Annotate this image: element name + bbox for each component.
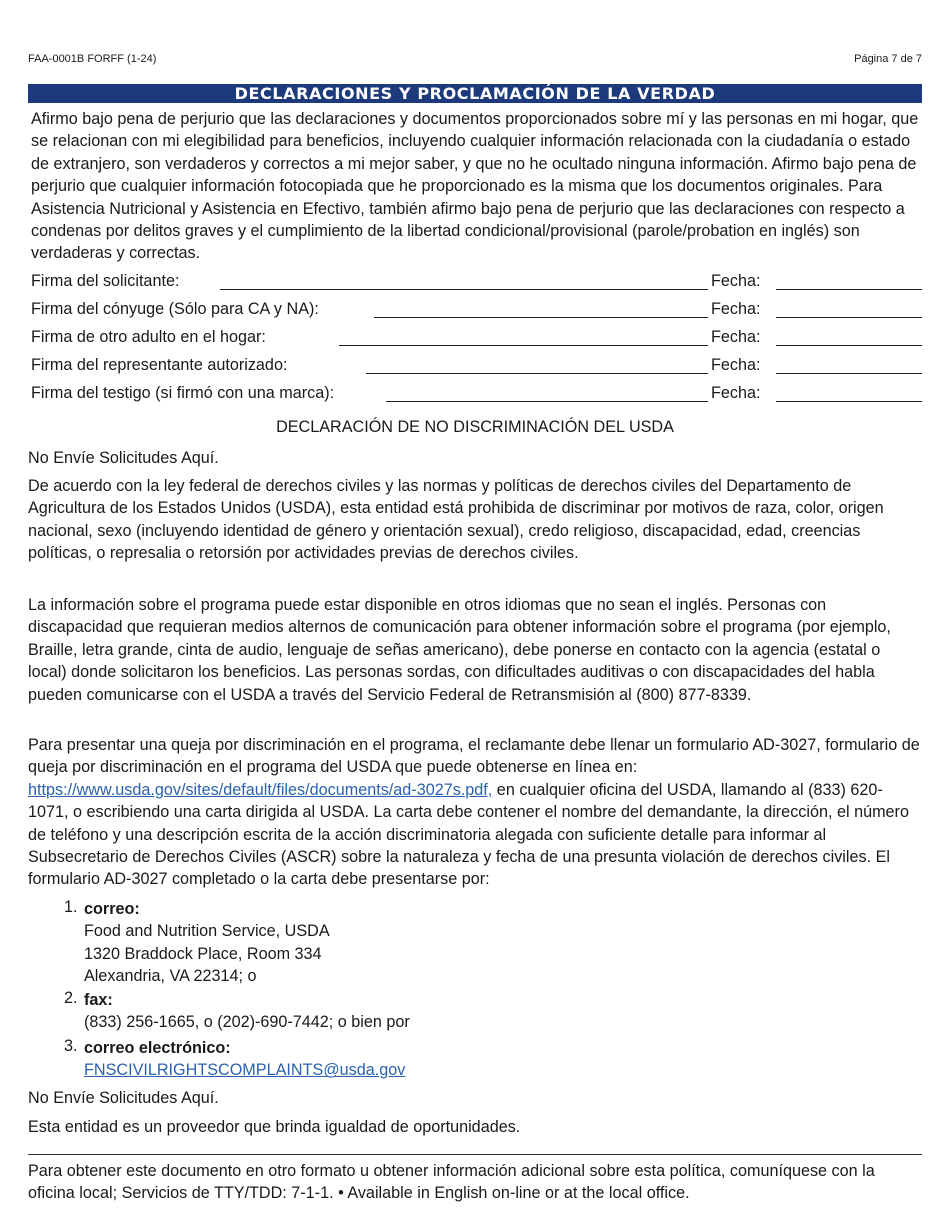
signature-row-witness bbox=[31, 384, 922, 406]
list-number: 2. bbox=[64, 989, 78, 1007]
date-line[interactable] bbox=[776, 401, 922, 402]
footer-text: Para obtener este documento en otro formato u obtener información adicional sobre esta política, comuníquese con la oficina local; Servicios de TTY/TDD: 7-1-1. • Available in English on-line or at the local office. bbox=[28, 1162, 875, 1203]
address-line: 1320 Braddock Place, Room 334 bbox=[84, 944, 322, 963]
date-line[interactable] bbox=[776, 317, 922, 318]
page-number: Página 7 de 7 bbox=[854, 53, 922, 65]
signature-row-spouse bbox=[31, 300, 922, 322]
declarations-paragraph: Afirmo bajo pena de perjurio que las declaraciones y documentos proporcionados sobre mí y las personas en mi hogar, que se relacionan con mi elegibilidad para beneficios, incluyendo cualquier información relacionada con la ciudadanía o estado de extranjero, son verdaderos y correctos a mi mejor saber, y que no he ocultado ninguna información. Afirmo bajo pena de perjurio que cualquier información fotocopiada que he proporcionado es la misma que los documentos originales. Para Asistencia Nutricional y Asistencia en Efectivo, también afirmo bajo pena de perjurio que las declaraciones con respecto a condenas por delitos graves y el cumplimiento de la libertad condicional/provisional (parole/probation en inglés) son verdaderas y correctas. bbox=[31, 110, 919, 263]
paragraph-text: Para presentar una queja por discriminación en el programa, el reclamante debe llenar un formulario AD-3027, formulario de queja por discriminación en el programa del USDA que puede obtenerse en línea en: bbox=[28, 736, 920, 777]
equal-opportunity-statement: Esta entidad es un proveedor que brinda igualdad de oportunidades. bbox=[28, 1118, 521, 1136]
signature-label: Firma del solicitante: bbox=[31, 272, 180, 290]
signature-label: Firma del representante autorizado: bbox=[31, 356, 288, 374]
ad-3027-form-link[interactable]: https://www.usda.gov/sites/default/files/documents/ad-3027s.pdf, bbox=[28, 780, 493, 799]
method-email bbox=[84, 1037, 405, 1082]
signature-row-representative bbox=[31, 356, 922, 378]
signature-row-applicant bbox=[31, 272, 922, 294]
signature-line[interactable] bbox=[220, 289, 708, 290]
usda-title: DECLARACIÓN DE NO DISCRIMINACIÓN DEL USDA bbox=[276, 418, 674, 436]
usda-paragraph-2: La información sobre el programa puede estar disponible en otros idiomas que no sean el inglés. Personas con discapacidad que requieran medios alternos de comunicación para obtener información sobre el programa (por ejemplo, Braille, letra grande, cinta de audio, lenguaje de señas americano), debe ponerse en contacto con la agencia (estatal o local) donde solicitaron los beneficios. Las personas sordas, con dificultades auditivas o con discapacidades del habla pueden comunicarse con el USDA a través del Servicio Federal de Retransmisión al (800) 877-8339. bbox=[28, 596, 891, 704]
list-number: 3. bbox=[64, 1037, 78, 1055]
address-line: Food and Nutrition Service, USDA bbox=[84, 922, 330, 941]
paragraph-text: en cualquier oficina del USDA, llamando al (833) 620-1071, o escribiendo una carta dirigida al USDA. La carta debe contener el nombre del demandante, la dirección, el número de teléfono y una descripción escrita de la acción discriminatoria alegada con suficiente detalle para informar al Subsecretario de Derechos Civiles (ASCR) sobre la naturaleza y fecha de una presunta violación de derechos civiles. El formulario AD-3027 completado o la carta debe presentarse por: bbox=[28, 780, 909, 889]
signature-line[interactable] bbox=[374, 317, 708, 318]
signature-line[interactable] bbox=[386, 401, 708, 402]
signature-line[interactable] bbox=[339, 345, 708, 346]
complaints-email-link[interactable]: FNSCIVILRIGHTSCOMPLAINTS@usda.gov bbox=[84, 1061, 406, 1080]
no-send-notice: No Envíe Solicitudes Aquí. bbox=[28, 449, 219, 467]
form-id: FAA-0001B FORFF (1-24) bbox=[28, 53, 157, 65]
method-fax bbox=[84, 989, 410, 1034]
declarations-title: DECLARACIONES Y PROCLAMACIÓN DE LA VERDAD bbox=[28, 84, 922, 103]
method-title: correo: bbox=[84, 900, 140, 918]
signature-label: Firma del cónyuge (Sólo para CA y NA): bbox=[31, 300, 319, 318]
date-label: Fecha: bbox=[711, 356, 761, 374]
address-line: Alexandria, VA 22314; o bbox=[84, 967, 257, 986]
signature-line[interactable] bbox=[366, 373, 708, 374]
fax-numbers: (833) 256-1665, o (202)-690-7442; o bien por bbox=[84, 1013, 410, 1032]
signature-label: Firma del testigo (si firmó con una marca): bbox=[31, 384, 335, 402]
date-line[interactable] bbox=[776, 373, 922, 374]
date-label: Fecha: bbox=[711, 384, 761, 402]
date-label: Fecha: bbox=[711, 328, 761, 346]
no-send-notice-2: No Envíe Solicitudes Aquí. bbox=[28, 1089, 219, 1107]
method-title: correo electrónico: bbox=[84, 1039, 231, 1057]
list-number: 1. bbox=[64, 898, 78, 916]
date-label: Fecha: bbox=[711, 300, 761, 318]
footer-divider bbox=[28, 1154, 922, 1155]
date-line[interactable] bbox=[776, 345, 922, 346]
usda-paragraph-1: De acuerdo con la ley federal de derechos civiles y las normas y políticas de derechos civiles del Departamento de Agricultura de los Estados Unidos (USDA), esta entidad está prohibida de discriminar por motivos de raza, color, origen nacional, sexo (incluyendo identidad de género y orientación sexual), credo religioso, discapacidad, edad, creencias políticas, o represalia o retorsión por actividades previas de derechos civiles. bbox=[28, 477, 884, 563]
method-mail bbox=[84, 898, 330, 988]
date-line[interactable] bbox=[776, 289, 922, 290]
method-title: fax: bbox=[84, 991, 113, 1009]
signature-row-other-adult bbox=[31, 328, 922, 350]
date-label: Fecha: bbox=[711, 272, 761, 290]
usda-paragraph-3 bbox=[28, 734, 923, 891]
signature-label: Firma de otro adulto en el hogar: bbox=[31, 328, 266, 346]
